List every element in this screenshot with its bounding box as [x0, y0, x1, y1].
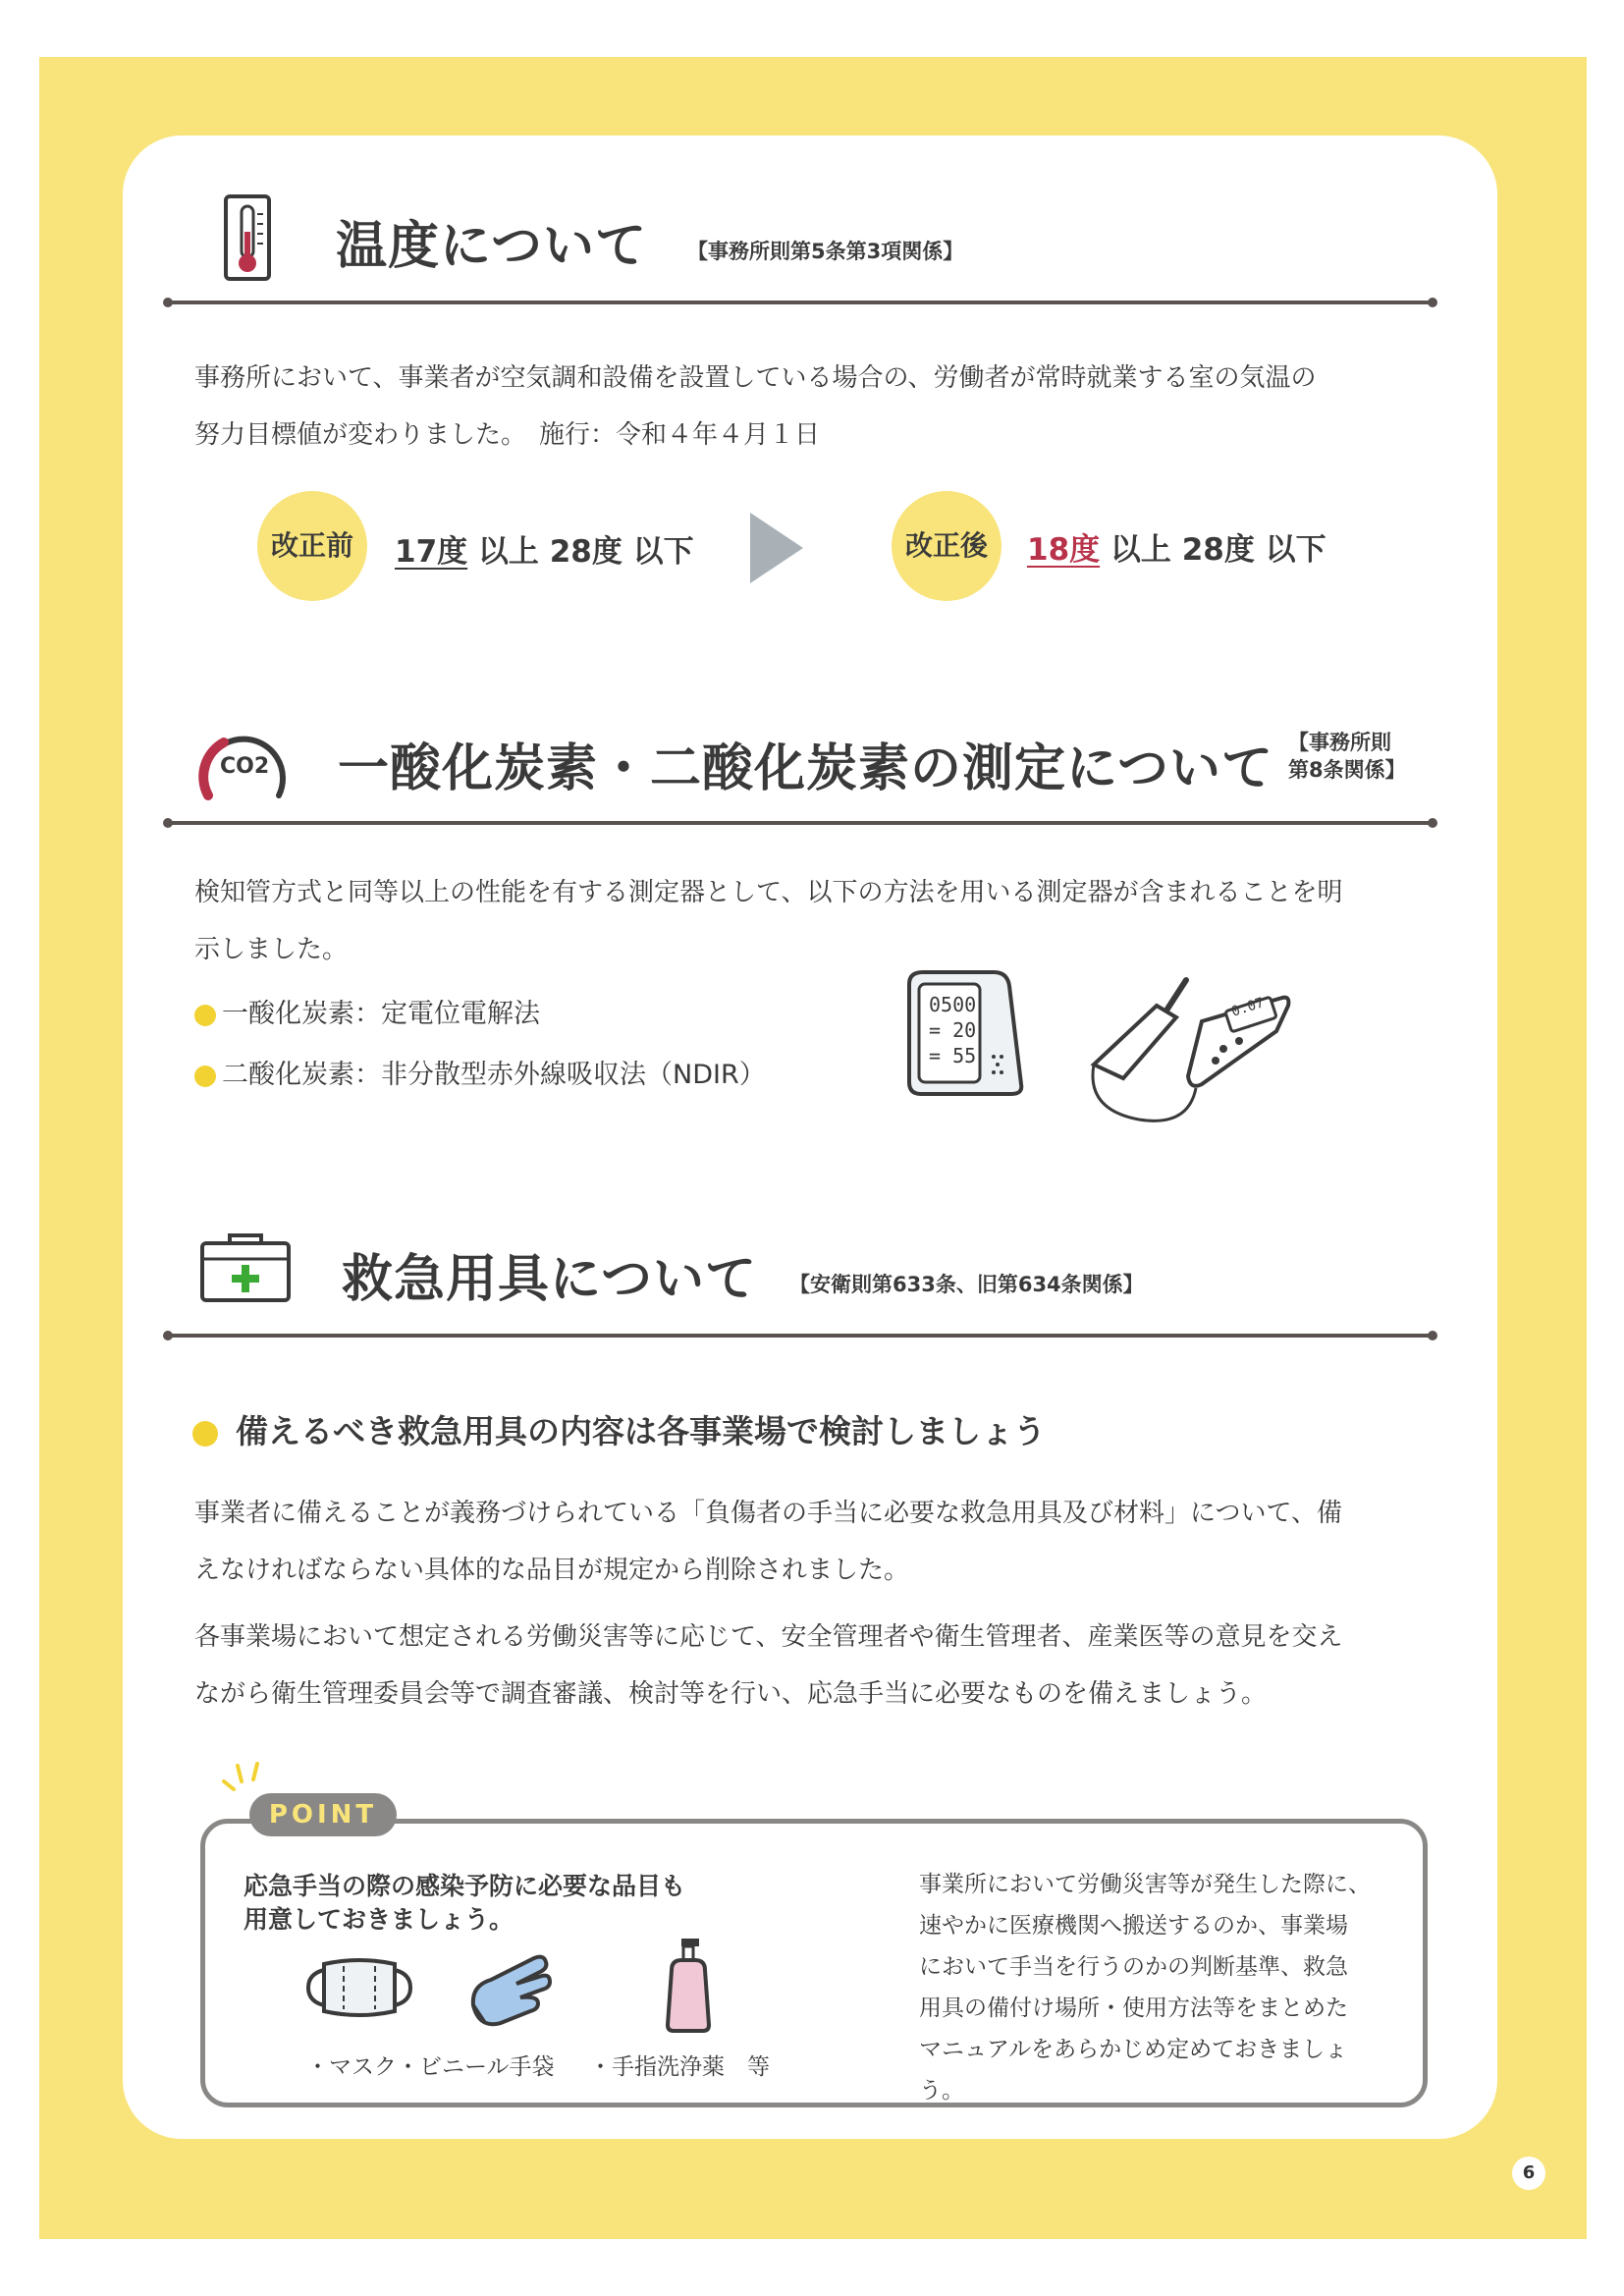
point-right-line: 速やかに医療機関へ搬送するのか、事業場 [919, 1913, 1348, 1939]
monitor-readout-line: = 20 [929, 1018, 977, 1042]
bullet-dot-icon [192, 1421, 218, 1447]
point-tag: POINT [249, 1793, 397, 1836]
temperature-text [194, 350, 1432, 464]
glove-icon [465, 1950, 554, 2029]
probe-meter-icon [1080, 962, 1292, 1143]
firstaid-text-line: えなければならない具体的な品目が規定から削除されました。 [194, 1556, 910, 1585]
before-rest: 以上 28度 以下 [467, 534, 694, 570]
temperature-text-line: 努力目標値が変わりました。 施行：令和４年４月１日 [194, 420, 821, 450]
co-bullet [194, 992, 540, 1030]
bullet-dot-icon [194, 1005, 216, 1026]
point-item: ・マスク・ビニール手袋 [306, 2054, 555, 2080]
co-text-line: 示しました。 [194, 935, 349, 964]
hand-sanitizer-icon [662, 1937, 715, 2035]
point-right-text [919, 1864, 1390, 2111]
firstaid-paragraph [194, 1485, 1441, 1599]
co-text-line: 検知管方式と同等以上の性能を有する測定器として、以下の方法を用いる測定器が含まれることを明 [194, 878, 1343, 907]
temperature-ref: 【事務所則第5条第3項関係】 [687, 240, 964, 263]
point-right-line: 事業所において労働災害等が発生した際に、 [919, 1872, 1371, 1897]
firstaid-ref: 【安衛則第633条、旧第634条関係】 [789, 1273, 1144, 1296]
co-bullet [194, 1053, 766, 1091]
point-right-line: において手当を行うのかの判断基準、救急 [919, 1954, 1348, 1980]
section-divider [167, 301, 1434, 304]
co-title: 一酸化炭素・二酸化炭素の測定について [338, 739, 1273, 798]
firstaid-text-line: ながら衛生管理委員会等で調査審議、検討等を行い、応急手当に必要なものを備えましょう。 [194, 1679, 1268, 1709]
point-left-text: 応急手当の際の感染予防に必要な品目も 用意しておきましょう。 [244, 1872, 686, 1934]
mask-icon [304, 1956, 414, 2019]
bullet-dot-icon [194, 1066, 216, 1087]
co2-icon-label: CO2 [220, 754, 270, 779]
section-divider [167, 821, 1434, 825]
temperature-title: 温度について [336, 217, 647, 276]
firstaid-subhead [192, 1406, 1046, 1452]
co-ref [1288, 729, 1406, 785]
first-aid-kit-icon [198, 1230, 293, 1304]
arrow-right-icon [750, 513, 803, 583]
co-ref-line: 第8条関係】 [1288, 758, 1406, 783]
point-item: ・手指洗浄薬 等 [589, 2054, 770, 2080]
co2-monitor-readout [929, 992, 976, 1068]
after-range [1027, 524, 1326, 569]
page-number: 6 [1512, 2157, 1545, 2190]
firstaid-subhead-text: 備えるべき救急用具の内容は各事業場で検討しましょう [236, 1412, 1046, 1450]
before-low: 17度 [395, 534, 468, 570]
point-right-line: 用具の備付け場所・使用方法等をまとめた [919, 1995, 1348, 2021]
thermometer-icon [222, 192, 273, 283]
before-range [395, 526, 694, 571]
co-bullet-text: 二酸化炭素：非分散型赤外線吸収法（NDIR） [222, 1060, 766, 1090]
before-badge: 改正前 [257, 491, 367, 601]
after-badge: 改正後 [892, 491, 1001, 601]
firstaid-text-line: 事業者に備えることが義務づけられている「負傷者の手当に必要な救急用具及び材料」について、備 [194, 1499, 1342, 1528]
co-text [194, 864, 1432, 978]
point-right-line: マニュアルをあらかじめ定めておきましょう。 [919, 2037, 1348, 2104]
temperature-text-line: 事務所において、事業者が空気調和設備を設置している場合の、労働者が常時就業する室の気温の [194, 363, 1317, 393]
probe-meter-readout: 0.07 [1229, 995, 1267, 1020]
monitor-readout-line: 0500 [929, 993, 977, 1016]
sparkle-icon [218, 1760, 267, 1799]
firstaid-text-line: 各事業場において想定される労働災害等に応じて、安全管理者や衛生管理者、産業医等の意見を交え [194, 1622, 1343, 1652]
after-low: 18度 [1027, 532, 1101, 568]
co-ref-line: 【事務所則 [1288, 731, 1391, 754]
firstaid-paragraph [194, 1609, 1441, 1722]
co-bullet-text: 一酸化炭素：定電位電解法 [222, 999, 540, 1029]
monitor-readout-line: = 55 [929, 1044, 977, 1067]
firstaid-title: 救急用具について [342, 1250, 757, 1309]
after-rest: 以上 28度 以下 [1100, 532, 1326, 568]
section-divider [167, 1334, 1434, 1338]
